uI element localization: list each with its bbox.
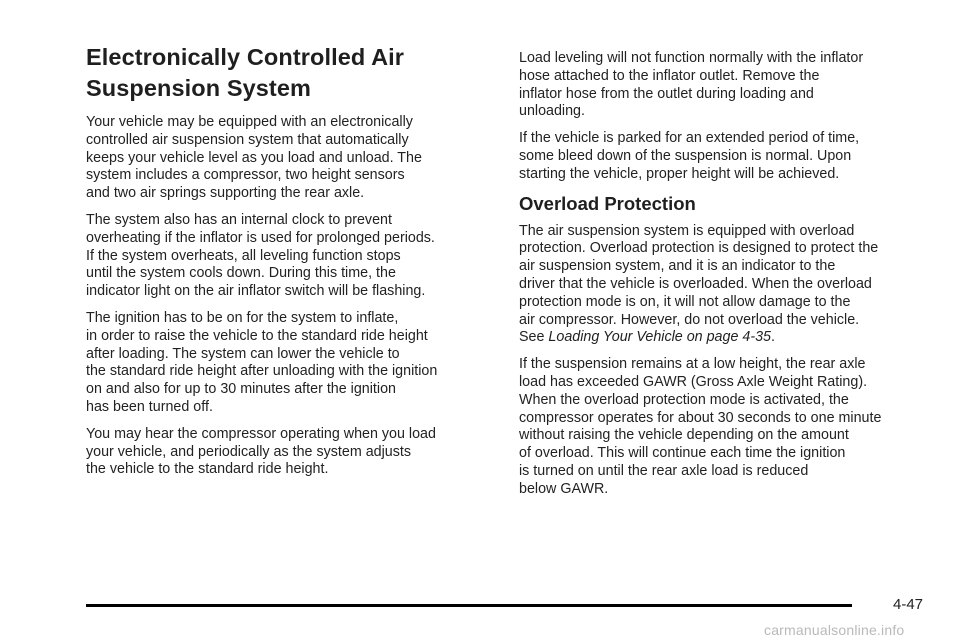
- overload-text: The air suspension system is equipped with overload protection. Overload protection is designed to protect the air suspension system, and it is an indicator to the driver that the vehicle is overloaded. When the overload protection mode is on, it will not allow damage to the air compressor. However, do not overload the vehicle. See: [519, 222, 879, 346]
- watermark: carmanualsonline.info: [764, 622, 905, 638]
- footer-rule: [86, 604, 852, 607]
- left-column: [86, 42, 490, 488]
- paragraph-intro: Your vehicle may be equipped with an electronically controlled air suspension system that automatically keeps your vehicle level as you load and unload. The system includes a compressor, two height sensors and two air springs supporting the rear axle.: [86, 114, 422, 202]
- paragraph-compressor-noise: You may hear the compressor operating when you load your vehicle, and periodically as the system adjusts the vehicle to the standard ride height.: [86, 425, 436, 478]
- paragraph-load-leveling: Load leveling will not function normally with the inflator hose attached to the inflator outlet. Remove the inflator hose from the outlet during loading and unloading.: [519, 50, 864, 120]
- page-number: 4-47: [893, 596, 924, 613]
- paragraph-bleed-down: If the vehicle is parked for an extended period of time, some bleed down of the suspension is normal. Upon starting the vehicle, proper height will be achieved.: [519, 130, 860, 182]
- loading-vehicle-reference: Loading Your Vehicle on page 4-35: [548, 329, 772, 346]
- overload-protection-heading: Overload Protection: [519, 192, 696, 214]
- paragraph-ignition: The ignition has to be on for the system to inflate, in order to raise the vehicle to the standard ride height after loading. The system can lower the vehicle to the standard ride height after unloading with the ignition on and also for up to 30 minutes after the ignition has been turned off.: [86, 309, 438, 415]
- paragraph-overload-protection: [519, 223, 929, 348]
- paragraph-internal-clock: The system also has an internal clock to prevent overheating if the inflator is used for prolonged periods. If the system overheats, all leveling function stops until the system cools down. During this time, the indicator light on the air inflator switch will be flashing.: [86, 211, 435, 300]
- reference-period: .: [771, 329, 775, 346]
- paragraph-low-height: If the suspension remains at a low height, the rear axle load has exceeded GAWR (Gross Axle Weight Rating). When the overload protection mode is activated, the compressor operates for about 30 seconds to one minute without raising the vehicle depending on the amount of overload. This will continue each time the ignition is turned on until the rear axle load is reduced below GAWR.: [519, 356, 882, 497]
- section-heading: Electronically Controlled Air Suspension System: [86, 44, 405, 101]
- right-column: [519, 50, 929, 508]
